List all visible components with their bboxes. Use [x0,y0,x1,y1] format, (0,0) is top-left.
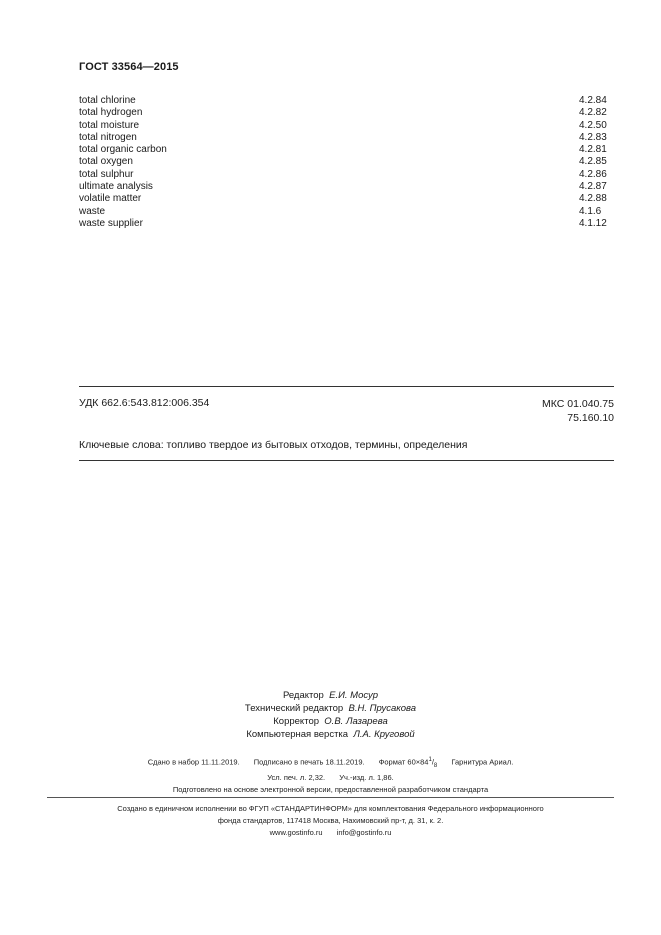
imprint-line-3: Подготовлено на основе электронной версии, предоставленной разработчиком стандарта [172,785,489,794]
index-term: total oxygen [79,156,133,168]
divider-middle [79,460,614,461]
index-ref: 4.2.87 [579,181,607,193]
index-row [79,193,608,205]
index-ref: 4.2.82 [579,107,607,119]
footer-line-2: фонда стандартов, 117418 Москва, Нахимовский пр-т, д. 31, к. 2. [217,816,444,825]
mks-line-2: 75.160.10 [567,412,614,424]
credit-tech-editor: Технический редактор В.Н. Прусакова [244,703,417,714]
footer-block [0,803,661,839]
index-term: volatile matter [79,193,142,205]
footer-line-1: Создано в единичном исполнении во ФГУП «СТАНДАРТИНФОРМ» для комплектования Федерального информационного [117,804,544,813]
term-index [79,95,608,230]
website-link[interactable]: www.gostinfo.ru [269,828,323,837]
divider-bottom [47,797,614,798]
index-ref: 4.2.83 [579,131,607,143]
mks-codes [542,397,614,425]
index-term: waste supplier [79,217,143,229]
imprint-line-1: Сдано в набор 11.11.2019. Подписано в печать 18.11.2019. Формат $60\times 84^1/_8$ Гарнитура Ариал. [147,757,514,769]
index-term: total moisture [79,119,140,131]
index-row [79,181,608,193]
index-term: ultimate analysis [79,181,153,193]
index-term: total nitrogen [79,131,137,143]
index-row [79,218,608,230]
imprint-block [0,754,661,796]
index-row [79,95,608,107]
credit-layout: Компьютерная верстка Л.А. Круговой [246,729,415,740]
divider-top [79,386,614,387]
keywords: Ключевые слова: топливо твердое из бытовых отходов, термины, определения [79,439,468,451]
imprint-line-2: Усл. печ. л. 2,32. Уч.-изд. л. 1,86. [267,773,394,782]
index-row [79,107,608,119]
index-row [79,144,608,156]
mks-line-1: МКС 01.040.75 [542,398,614,410]
index-ref: 4.2.88 [579,193,607,205]
credit-proofreader: Корректор О.В. Лазарева [273,716,388,727]
index-row [79,156,608,168]
index-ref: 4.2.81 [579,144,607,156]
standard-header: ГОСТ 33564—2015 [79,61,179,73]
index-ref: 4.2.50 [579,119,607,131]
index-row [79,169,608,181]
index-row [79,132,608,144]
index-ref: 4.1.12 [579,217,607,229]
index-term: waste [79,205,106,217]
udk-code: УДК 662.6:543.812:006.354 [79,397,210,409]
index-row [79,120,608,132]
index-term: total sulphur [79,168,134,180]
email-link[interactable]: info@gostinfo.ru [336,828,392,837]
index-term: total organic carbon [79,144,167,156]
index-ref: 4.2.84 [579,95,607,106]
index-term: total chlorine [79,95,136,106]
index-ref: 4.2.85 [579,156,607,168]
footer-contacts [0,827,661,839]
index-row [79,206,608,218]
credits-block [0,689,661,741]
index-term: total hydrogen [79,107,143,119]
index-ref: 4.2.86 [579,168,607,180]
credit-editor: Редактор Е.И. Мосур [282,690,379,701]
index-ref: 4.1.6 [579,205,602,217]
